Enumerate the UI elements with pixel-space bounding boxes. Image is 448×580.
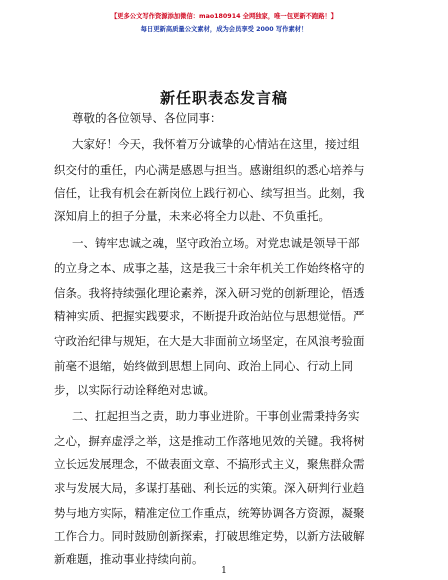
paragraph-2-line-5: 守政治纪律与规矩，在大是大非面前立场坚定，在风浪考验面: [54, 334, 365, 348]
paragraph-3-line-3: 立长远发展理念，不做表面文章、不搞形式主义，聚焦群众需: [54, 457, 365, 471]
paragraph-3-line-2: 之心，摒弃虚浮之举，这是推动工作落地见效的关键。我将树: [54, 434, 365, 448]
paragraph-2-line-3: 信条。我将持续强化理论素养，深入研习党的创新理论，悟透: [54, 286, 365, 300]
paragraph-1-line-2: 织交付的重任，内心满是感恩与担当。感谢组织的悉心培养与: [54, 163, 365, 177]
paragraph-2-line-2: 的立身之本、成事之基，这是我三十余年机关工作始终格守的: [54, 261, 365, 275]
salutation: 尊敬的各位领导、各位同事：: [72, 111, 222, 125]
paragraph-3-line-5: 势与地方实际，精准定位工作重点，统筹协调各方资源，凝聚: [54, 506, 365, 520]
header-banner-line-1: 【更多公文写作资源添加微信：mao180914 全网独家，唯一包更新不跑路！】: [110, 13, 338, 20]
paragraph-3-line-7: 新难题，推动事业持续向前。: [54, 552, 204, 566]
paragraph-2-line-4: 精神实质、把握实践要求，不断提升政治站位与思想觉悟。严: [54, 309, 365, 323]
paragraph-1-line-1: 大家好！今天，我怀着万分诚挚的心情站在这里，接过组: [72, 137, 360, 151]
paragraph-2-line-1: 一、铸牢忠诚之魂，坚守政治立场。对党忠诚是领导干部: [72, 236, 360, 250]
page-number: 1: [221, 566, 227, 576]
document-title: 新任职表态发言稿: [159, 89, 288, 107]
paragraph-3-line-1: 二、扛起担当之责，助力事业进阶。干事创业需秉持务实: [72, 409, 360, 423]
paragraph-2-line-6: 前毫不退缩，始终做到思想上同向、政治上同心、行动上同: [54, 359, 353, 373]
header-banner-line-2: 每日更新高质量公文素材，成为会员享受 2000 写作素材！: [140, 26, 308, 33]
paragraph-3-line-6: 工作合力。同时鼓励创新探索，打破思维定势，以新方法破解: [54, 529, 365, 543]
paragraph-3-line-4: 求与发展大局，多谋打基础、利长远的实策。深入研判行业趋: [54, 481, 365, 495]
paragraph-1-line-3: 信任，让我有机会在新岗位上践行初心、续写担当。此刻，我: [54, 186, 365, 200]
paragraph-1-line-4: 深知肩上的担子分量，未来必将全力以赴、不负重托。: [54, 209, 330, 223]
paragraph-2-line-7: 步，以实际行动诠释绝对忠诚。: [54, 383, 215, 397]
